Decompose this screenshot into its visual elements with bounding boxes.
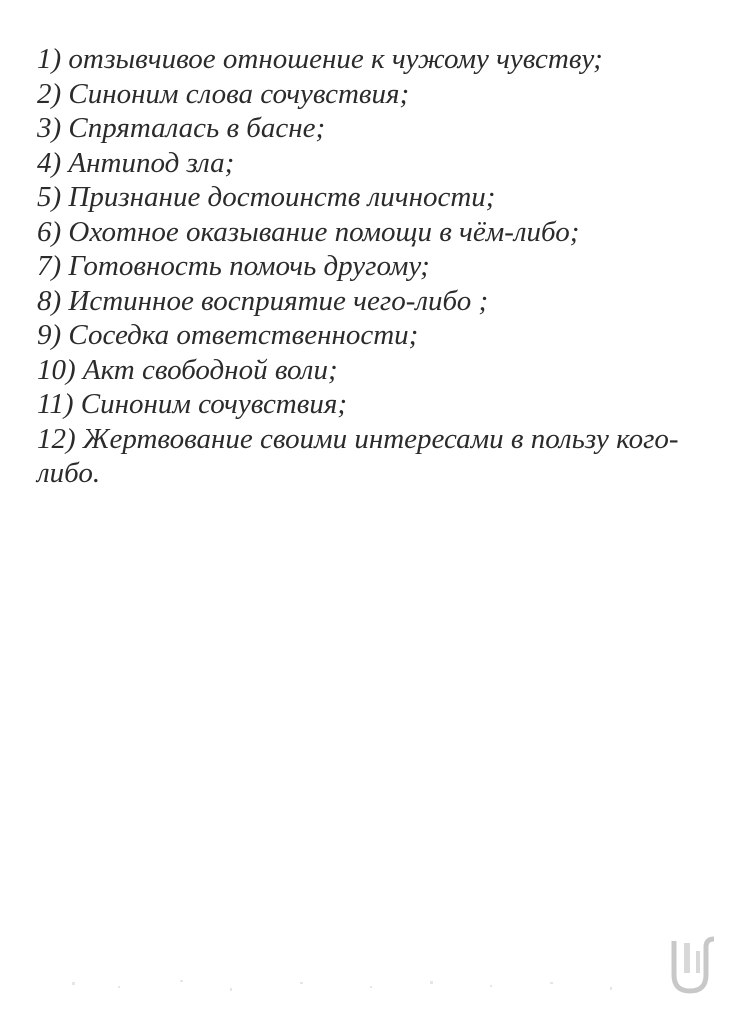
list-item: 12) Жертвование своими интересами в пользу кого-либо. [37,422,679,489]
scan-noise [70,970,630,1000]
list-item: 11) Синоним сочувствия; [37,388,347,420]
list-item: 3) Спряталась в басне; [37,112,326,144]
list-item: 7) Готовность помочь другому; [37,250,430,282]
list-item: 9) Соседка ответственности; [37,319,419,351]
list-item: 6) Охотное оказывание помощи в чём-либо; [37,215,580,248]
clue-list [37,42,727,491]
list-item: 8) Истинное восприятие чего-либо ; [37,284,489,317]
list-item: 10) Акт свободной воли; [37,353,338,386]
list-item: 5) Признание достоинств личности; [37,181,496,213]
list-item: 2) Синоним слова сочувствия; [37,77,410,110]
list-item: 1) отзывчивое отношение к чужому чувству; [37,43,603,75]
list-item: 4) Антипод зла; [37,146,235,179]
watermark-logo-icon [668,935,718,997]
